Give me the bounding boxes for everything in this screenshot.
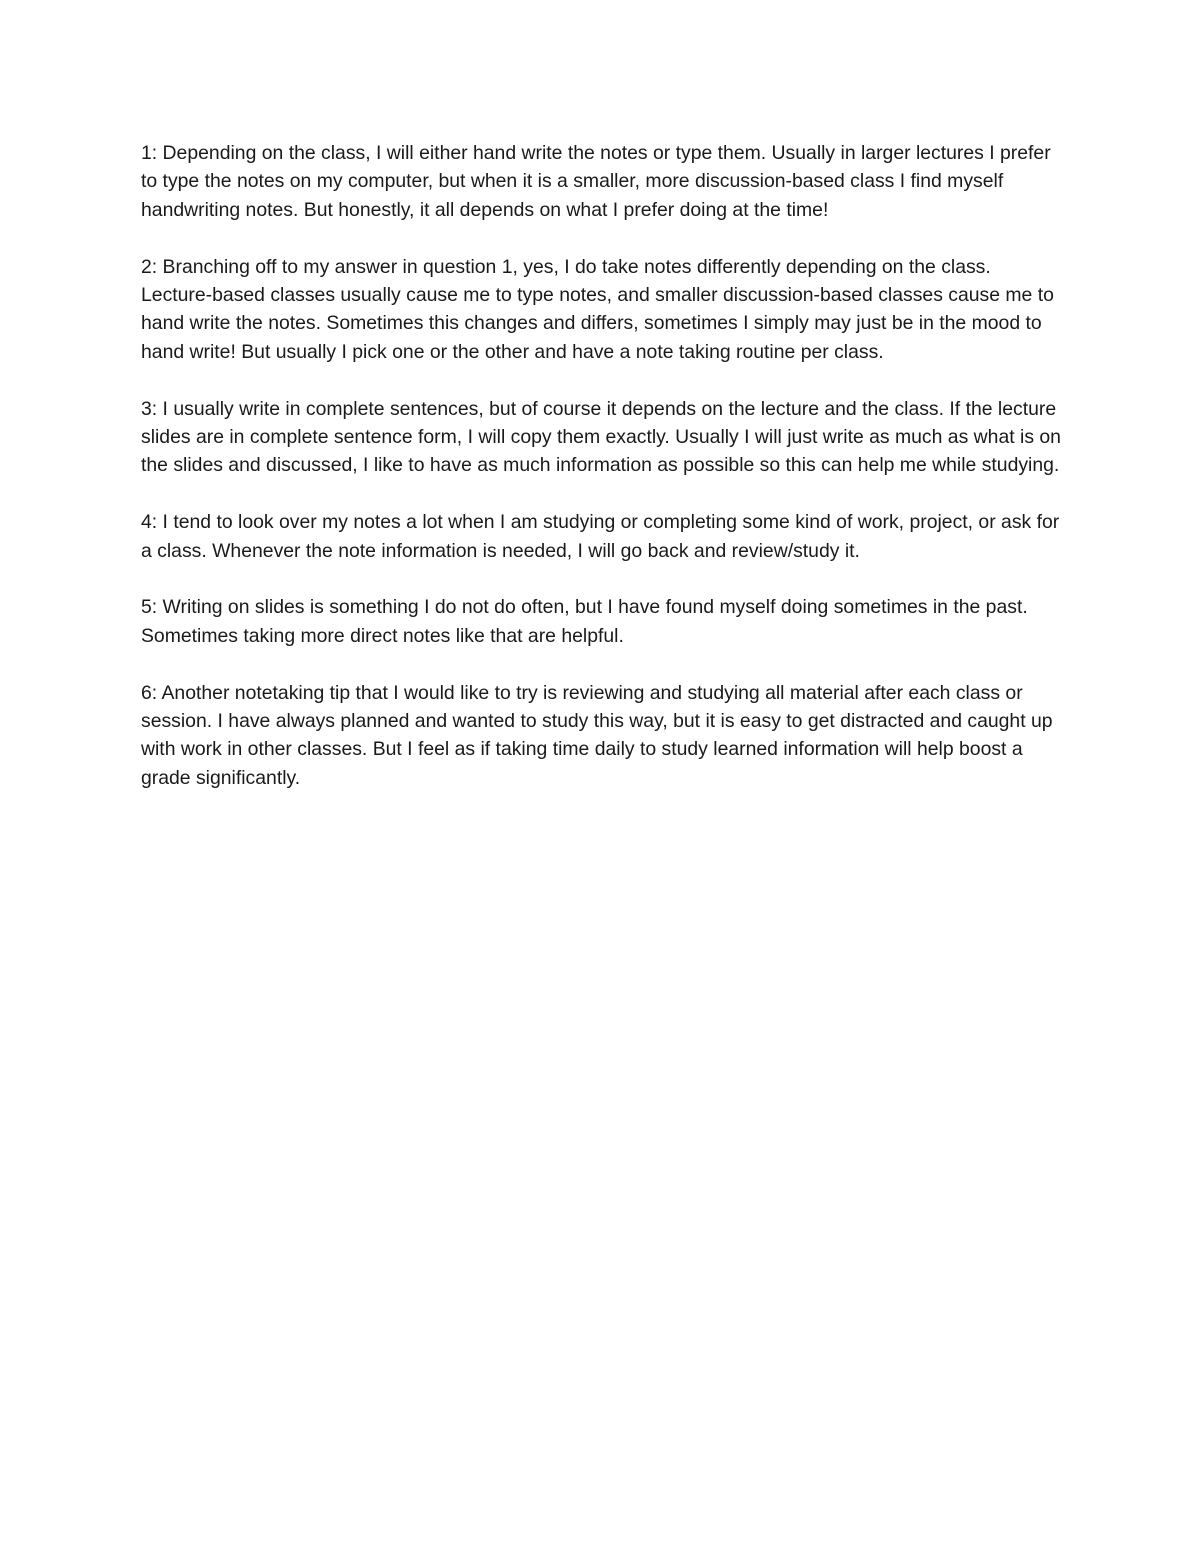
answer-paragraph-3: 3: I usually write in complete sentences, but of course it depends on the lecture and the class. If the lecture slides are in complete sentence form, I will copy them exactly. Usually I will just write as much as what is on the slides and discussed, I like to have as much information as possible so this can help me while studying. — [141, 397, 1061, 477]
answer-paragraph-6: 6: Another notetaking tip that I would like to try is reviewing and studying all material after each class or session. I have always planned and wanted to study this way, but it is easy to get distracted and caught up with work in other classes. But I feel as if taking time daily to study learned information will help boost a grade significantly. — [141, 681, 1053, 789]
answer-paragraph-5: 5: Writing on slides is something I do not do often, but I have found myself doing sometimes in the past. Sometimes taking more direct notes like that are helpful. — [141, 596, 1028, 647]
document-body — [141, 139, 1066, 792]
answer-paragraph-1: 1: Depending on the class, I will either hand write the notes or type them. Usually in larger lectures I prefer to type the notes on my computer, but when it is a smaller, more discussion-based class I find myself handwriting notes. But honestly, it all depends on what I prefer doing at the time! — [141, 142, 1051, 221]
answer-paragraph-2: 2: Branching off to my answer in question 1, yes, I do take notes differently depending on the class. Lecture-based classes usually cause me to type notes, and smaller discussion-based classes cause me to hand write the notes. Sometimes this changes and differs, sometimes I simply may just be in the mood to hand write! But usually I pick one or the other and have a note taking routine per class. — [141, 255, 1054, 363]
answer-paragraph-4: 4: I tend to look over my notes a lot when I am studying or completing some kind of work, project, or ask for a class. Whenever the note information is needed, I will go back and review/study it. — [141, 511, 1060, 562]
